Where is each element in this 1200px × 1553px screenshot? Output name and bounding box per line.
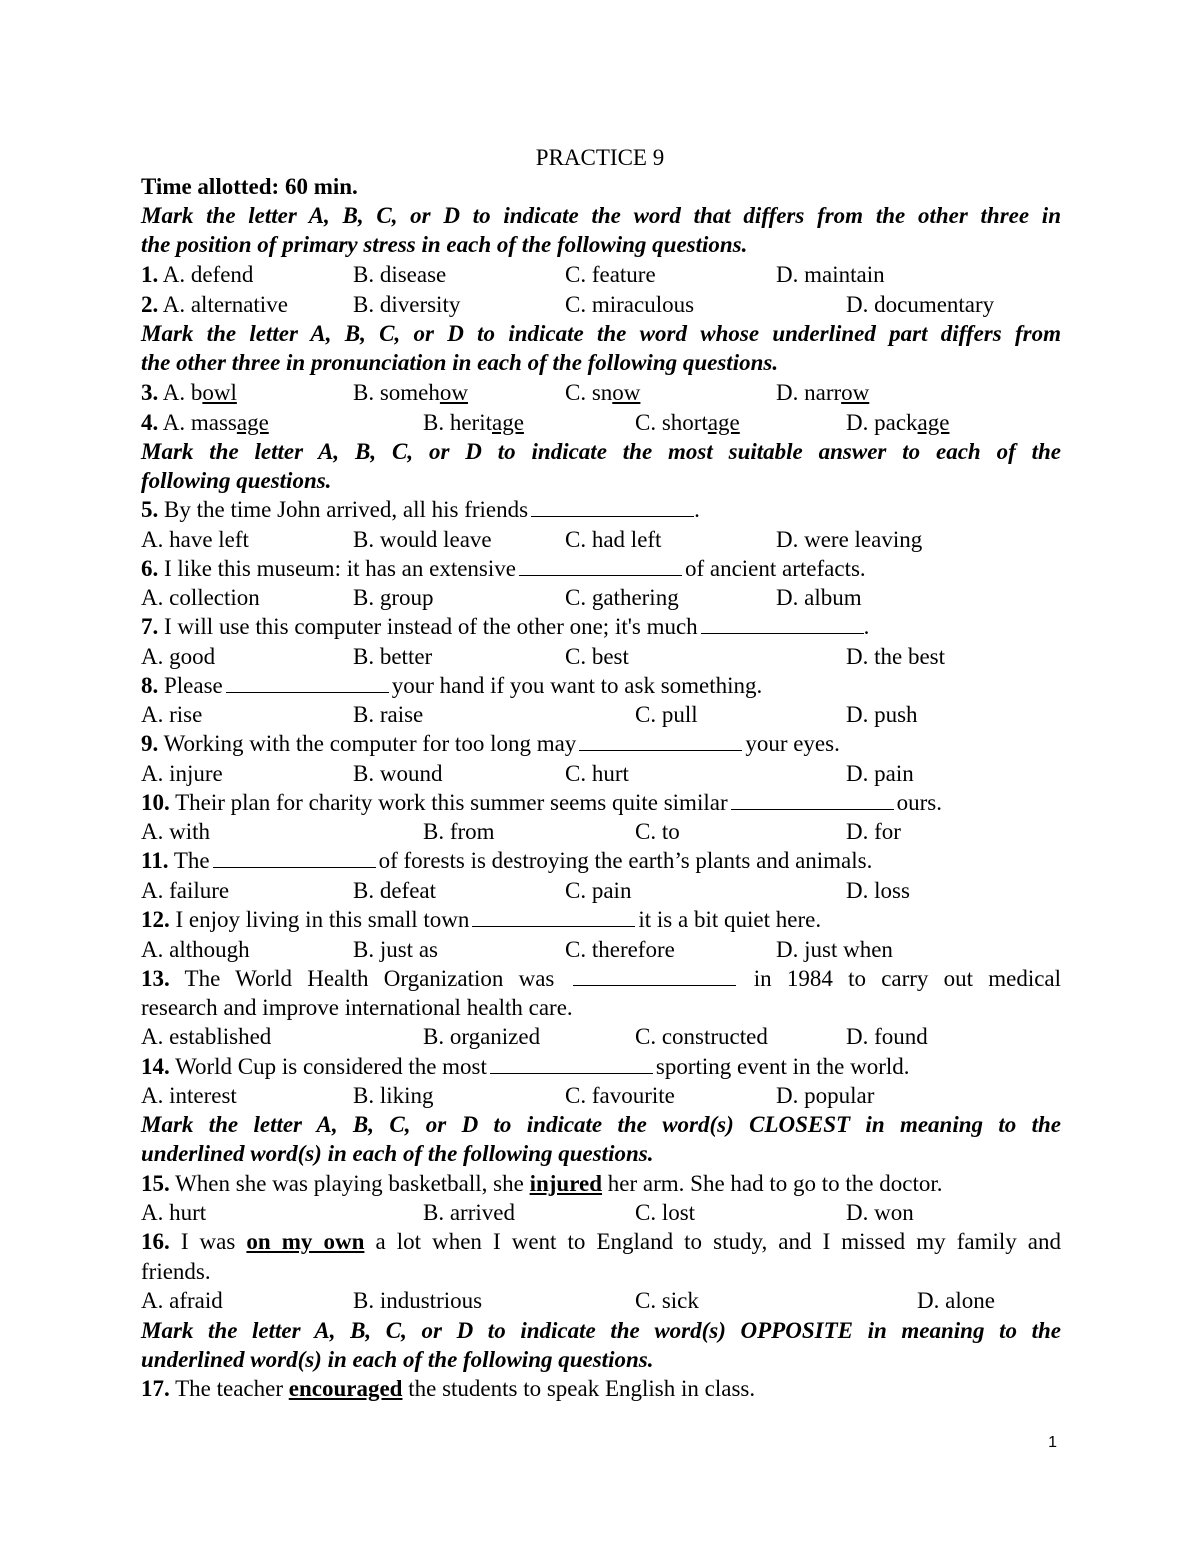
answer-blank <box>226 672 389 693</box>
instruction-opposite-line2: underlined word(s) in each of the following questions. <box>141 1347 654 1372</box>
option-d: D. won <box>846 1200 914 1225</box>
option-b: B. diversity <box>353 292 461 317</box>
question-11-options <box>141 876 1061 905</box>
question-7-stem <box>141 612 1061 641</box>
option-c-prefix: C. sn <box>565 380 613 405</box>
instruction-closest-line2: underlined word(s) in each of the following questions. <box>141 1141 654 1166</box>
instruction-stress-line2: the position of primary stress in each of the following questions. <box>141 232 748 257</box>
question-10-options <box>141 817 1061 846</box>
option-c: C. pull <box>635 702 698 727</box>
question-number: 16. <box>141 1229 170 1254</box>
option-d: D. album <box>776 585 862 610</box>
question-14-options <box>141 1081 1061 1110</box>
option-b-underlined: age <box>492 410 524 435</box>
option-c: C. pain <box>565 878 632 903</box>
option-d: D. maintain <box>776 262 885 287</box>
stem-part-2: . <box>694 497 700 522</box>
stem-part-1: Working with the computer for too long may <box>163 731 577 756</box>
question-12-options <box>141 935 1061 964</box>
stem-part-1: I enjoy living in this small town <box>175 907 470 932</box>
question-8-options <box>141 700 1061 729</box>
option-b: B. group <box>353 585 434 610</box>
option-c: C. miraculous <box>565 292 695 317</box>
option-a: A. hurt <box>141 1200 207 1225</box>
option-a: A. have left <box>141 527 249 552</box>
underlined-word: encouraged <box>288 1376 403 1401</box>
option-a-prefix: A. b <box>162 380 203 405</box>
option-a: A. alternative <box>162 292 288 317</box>
question-10-stem <box>141 788 1061 817</box>
option-b: B. wound <box>353 761 443 786</box>
question-number: 17. <box>141 1376 170 1401</box>
underlined-word: injured <box>529 1171 603 1196</box>
question-number: 4. <box>141 410 159 435</box>
question-4 <box>141 408 1061 437</box>
question-number: 15. <box>141 1171 170 1196</box>
answer-blank <box>472 906 635 927</box>
stem-part-2: a lot when I went to England to study, and I missed my family and <box>375 1229 1062 1254</box>
option-a: A. with <box>141 819 210 844</box>
stem-part-1: When she was playing basketball, she <box>175 1171 524 1196</box>
stem-part-2: it is a bit quiet here. <box>638 907 822 932</box>
option-d: D. loss <box>846 878 910 903</box>
question-number: 6. <box>141 556 159 581</box>
option-b: B. defeat <box>353 878 437 903</box>
option-c: C. gathering <box>565 585 679 610</box>
option-d: D. for <box>846 819 901 844</box>
option-b: B. just as <box>353 937 438 962</box>
instruction-opposite-line1: Mark the letter A, B, C, or D to indicate the word(s) OPPOSITE in meaning to the <box>141 1318 1061 1343</box>
time-allotted: Time allotted: 60 min. <box>141 174 358 199</box>
question-number: 8. <box>141 673 159 698</box>
answer-blank <box>213 847 376 868</box>
question-1 <box>141 260 1061 289</box>
question-3 <box>141 378 1061 407</box>
option-c: C. sick <box>635 1288 699 1313</box>
option-a: A. interest <box>141 1083 237 1108</box>
option-d-underlined: ow <box>841 380 870 405</box>
question-6-stem <box>141 554 1061 583</box>
question-number: 10. <box>141 790 170 815</box>
question-2 <box>141 290 1061 319</box>
stem-part-1: The World Health Organization was <box>184 966 555 991</box>
option-a: A. failure <box>141 878 230 903</box>
question-16-options <box>141 1286 1061 1315</box>
option-c: C. best <box>565 644 629 669</box>
question-9-options <box>141 759 1061 788</box>
stem-part-2: your eyes. <box>745 731 840 756</box>
stem-part-1: I like this museum: it has an extensive <box>164 556 516 581</box>
option-c: C. constructed <box>635 1024 768 1049</box>
stem-part-1: The <box>173 848 210 873</box>
stem-part-2: her arm. She had to go to the doctor. <box>607 1171 943 1196</box>
option-d: D. documentary <box>846 292 995 317</box>
question-12-stem <box>141 905 1061 934</box>
option-d-underlined: age <box>917 410 950 435</box>
stem-part-1: I was <box>180 1229 236 1254</box>
option-c-underlined: ow <box>612 380 641 405</box>
instruction-pronunciation-line2: the other three in pronunciation in each of the following questions. <box>141 350 779 375</box>
instruction-pronunciation-line1: Mark the letter A, B, C, or D to indicate the word whose underlined part differs from <box>141 321 1061 346</box>
question-14-stem <box>141 1052 1061 1081</box>
question-6-options <box>141 583 1061 612</box>
option-a: A. established <box>141 1024 272 1049</box>
question-15-stem <box>141 1169 1061 1198</box>
underlined-phrase: on my own <box>246 1229 365 1254</box>
stem-part-1: World Cup is considered the most <box>175 1054 487 1079</box>
stem-part-1: I will use this computer instead of the other one; it's much <box>164 614 698 639</box>
option-a: A. afraid <box>141 1288 223 1313</box>
option-b: B. organized <box>423 1024 541 1049</box>
question-number: 9. <box>141 731 159 756</box>
option-d: D. found <box>846 1024 928 1049</box>
option-c-prefix: C. short <box>635 410 708 435</box>
stem-part-1: The teacher <box>175 1376 283 1401</box>
instruction-suitable-line1: Mark the letter A, B, C, or D to indicate the most suitable answer to each of the <box>141 439 1061 464</box>
question-15-options <box>141 1198 1061 1227</box>
option-b: B. from <box>423 819 495 844</box>
option-b-prefix: B. herit <box>423 410 492 435</box>
question-13-stem-line2: research and improve international health care. <box>141 995 573 1020</box>
answer-blank <box>573 965 736 986</box>
question-8-stem <box>141 671 1061 700</box>
option-a: A. collection <box>141 585 260 610</box>
question-16-stem-line2: friends. <box>141 1259 211 1284</box>
option-d: D. pain <box>846 761 914 786</box>
question-number: 12. <box>141 907 170 932</box>
question-number: 1. <box>141 262 159 287</box>
option-d: D. alone <box>917 1288 995 1313</box>
option-b: B. arrived <box>423 1200 515 1225</box>
page-title: PRACTICE 9 <box>535 145 665 170</box>
stem-part-2: your hand if you want to ask something. <box>391 673 763 698</box>
question-11-stem <box>141 846 1061 875</box>
answer-blank <box>701 613 864 634</box>
instruction-suitable-line2: following questions. <box>141 468 332 493</box>
question-7-options <box>141 642 1061 671</box>
answer-blank <box>731 789 894 810</box>
question-5-options <box>141 525 1061 554</box>
option-b-prefix: B. someh <box>353 380 440 405</box>
answer-blank <box>579 730 742 751</box>
option-c: C. lost <box>635 1200 696 1225</box>
option-b: B. would leave <box>353 527 492 552</box>
page-number: 1 <box>1048 1434 1057 1451</box>
option-b: B. liking <box>353 1083 434 1108</box>
question-17-stem <box>141 1374 1061 1403</box>
option-a: A. good <box>141 644 216 669</box>
instruction-stress-line1: Mark the letter A, B, C, or D to indicate the word that differs from the other three in <box>141 203 1061 228</box>
question-number: 13. <box>141 966 170 991</box>
instruction-closest-line1: Mark the letter A, B, C, or D to indicate the word(s) CLOSEST in meaning to the <box>141 1112 1061 1137</box>
question-number: 11. <box>141 848 169 873</box>
stem-part-2: . <box>863 614 870 639</box>
stem-part-2: of forests is destroying the earth’s plants and animals. <box>378 848 873 873</box>
option-a-prefix: A. mass <box>162 410 237 435</box>
option-d: D. popular <box>776 1083 875 1108</box>
option-d-prefix: D. pack <box>846 410 918 435</box>
question-9-stem <box>141 729 1061 758</box>
option-b: B. better <box>353 644 433 669</box>
question-number: 5. <box>141 497 159 522</box>
option-d: D. just when <box>776 937 893 962</box>
stem-part-2: in 1984 to carry out medical <box>753 966 1062 991</box>
option-d: D. the best <box>846 644 946 669</box>
option-d-prefix: D. narr <box>776 380 842 405</box>
option-c: C. feature <box>565 262 656 287</box>
answer-blank <box>490 1053 653 1074</box>
answer-blank <box>531 496 694 517</box>
option-a: A. rise <box>141 702 203 727</box>
stem-part-2: sporting event in the world. <box>655 1054 910 1079</box>
option-c-underlined: age <box>707 410 740 435</box>
answer-blank <box>519 555 682 576</box>
stem-part-1: Their plan for charity work this summer seems quite similar <box>175 790 728 815</box>
question-13-options <box>141 1022 1061 1051</box>
question-number: 14. <box>141 1054 170 1079</box>
option-b: B. disease <box>353 262 447 287</box>
option-b: B. industrious <box>353 1288 483 1313</box>
option-b: B. raise <box>353 702 424 727</box>
question-number: 2. <box>141 292 159 317</box>
option-a: A. defend <box>162 262 254 287</box>
option-c: C. therefore <box>565 937 675 962</box>
option-a-underlined: owl <box>202 380 237 405</box>
option-c: C. favourite <box>565 1083 675 1108</box>
stem-part-2: of ancient artefacts. <box>684 556 866 581</box>
option-a: A. although <box>141 937 250 962</box>
option-c: C. hurt <box>565 761 629 786</box>
option-d: D. were leaving <box>776 527 923 552</box>
option-a: A. injure <box>141 761 223 786</box>
option-b-underlined: ow <box>439 380 469 405</box>
question-5-stem <box>141 495 1061 524</box>
stem-part-2: the students to speak English in class. <box>408 1376 756 1401</box>
stem-part-1: Please <box>164 673 223 698</box>
question-number: 3. <box>141 380 159 405</box>
stem-part-1: By the time John arrived, all his friends <box>164 497 529 522</box>
question-16-stem <box>141 1227 1061 1256</box>
stem-part-2: ours. <box>896 790 942 815</box>
option-c: C. had left <box>565 527 662 552</box>
option-a-underlined: age <box>236 410 269 435</box>
option-c: C. to <box>635 819 680 844</box>
question-number: 7. <box>141 614 159 639</box>
option-d: D. push <box>846 702 918 727</box>
question-13-stem <box>141 964 1061 993</box>
